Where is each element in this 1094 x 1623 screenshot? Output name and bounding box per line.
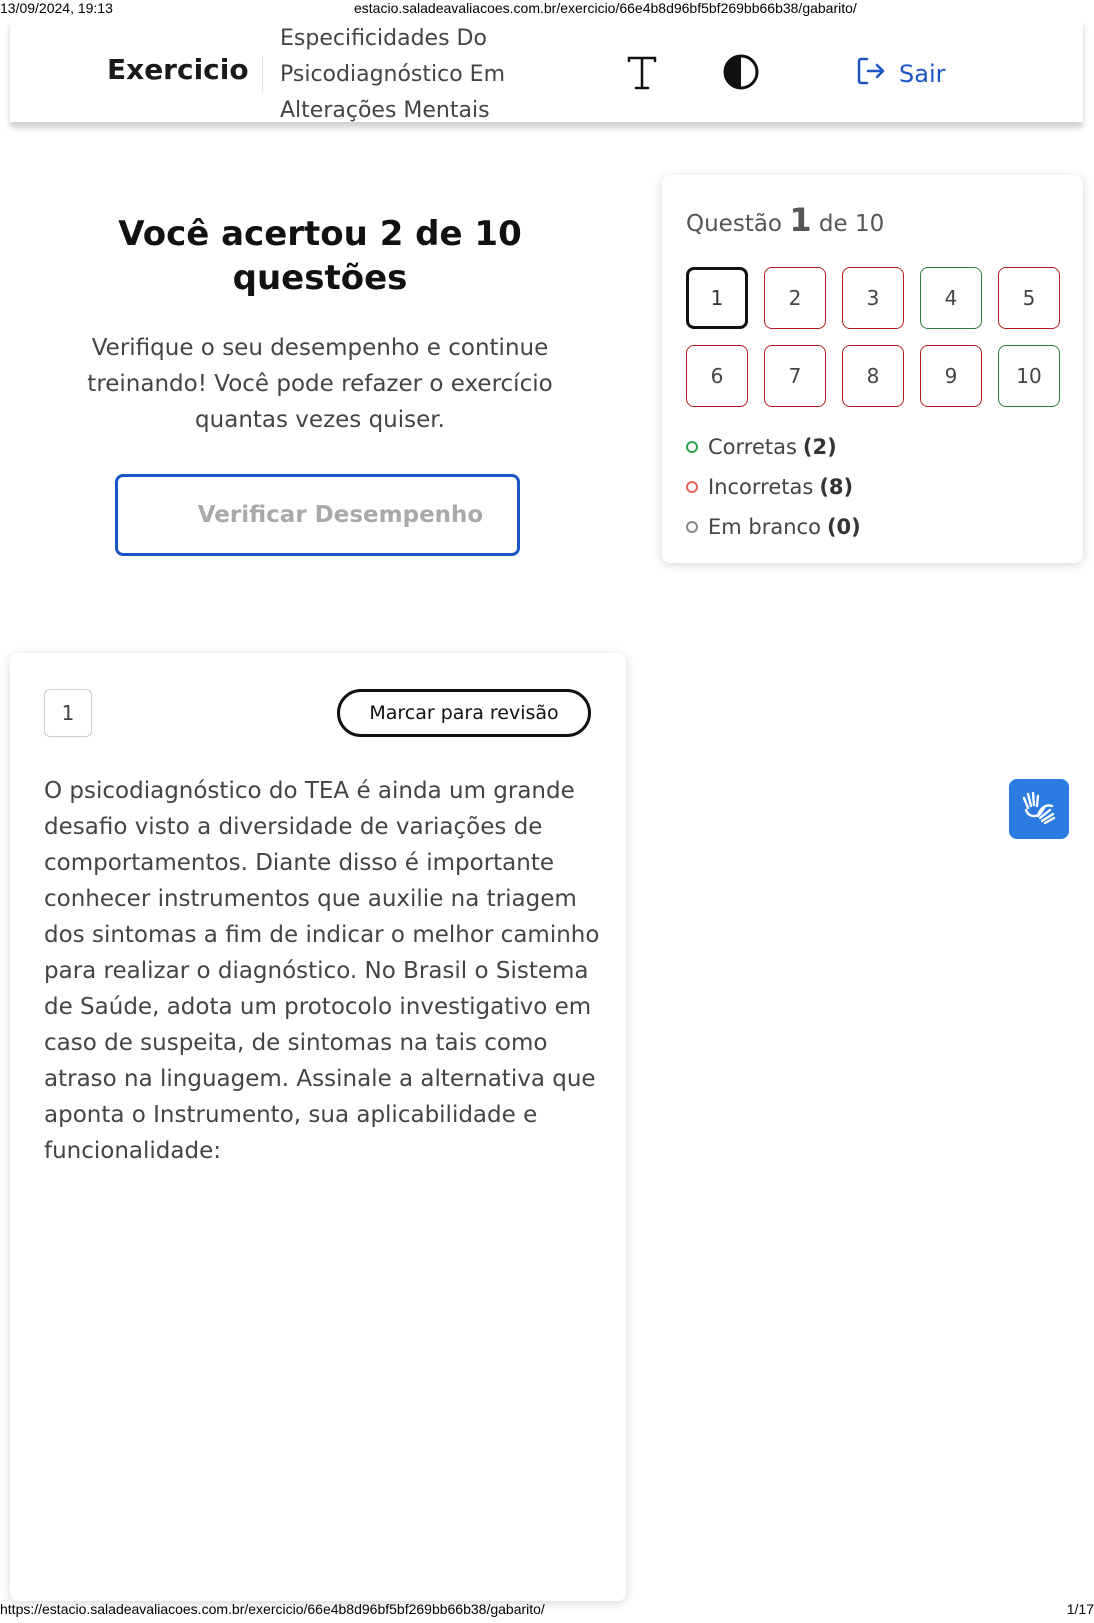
question-button[interactable]: 6 [686,345,748,407]
result-title: Você acertou 2 de 10 questões [118,214,522,298]
question-button[interactable]: 1 [686,267,748,329]
print-page-number: 1/17 [1066,1601,1094,1617]
logout-button[interactable] [855,55,945,93]
question-button[interactable]: 8 [842,345,904,407]
blank-dot-icon [686,521,698,533]
legend-blank-label: Em branco [708,515,821,539]
question-text: O psicodiagnóstico do TEA é ainda um grande desafio visto a diversidade de variações de comportamentos. Diante disso é importante conhecer instrumentos que auxilie na triagem dos sintomas a fim de indicar o melhor caminho para realizar o diagnóstico. No Brasil o Sistema de Saúde, adota um protocolo investigativo em caso de suspeita, de sintomas na tais como atraso na linguagem. Assinale a alternativa que aponta o Instrumento, sua aplicabilidade e funcionalidade: [44,778,600,1164]
question-navigator [662,175,1083,563]
verify-performance-button[interactable]: Verificar Desempenho [115,474,520,556]
legend-correct [686,427,861,467]
brand-title: Exercicio [107,53,249,86]
logout-label: Sair [899,60,946,88]
question-card [10,653,626,1601]
legend-correct-label: Corretas [708,435,797,459]
question-button[interactable]: 5 [998,267,1060,329]
print-datetime: 13/09/2024, 19:13 [0,0,113,16]
legend-blank-count: (0) [826,515,861,539]
contrast-icon[interactable] [720,51,762,93]
question-button[interactable]: 4 [920,267,982,329]
print-url-bottom: https://estacio.saladeavaliacoes.com.br/exercicio/66e4b8d96bf5bf269bb66b38/gabarito/ [0,1601,545,1617]
question-button[interactable]: 10 [998,345,1060,407]
question-button[interactable]: 2 [764,267,826,329]
question-number: 1 [44,689,92,737]
question-button[interactable]: 9 [920,345,982,407]
legend-incorrect-label: Incorretas [708,475,814,499]
legend-correct-count: (2) [802,435,837,459]
font-size-icon[interactable] [622,51,662,95]
question-button[interactable]: 3 [842,267,904,329]
legend-incorrect-count: (8) [819,475,854,499]
navigator-label-prefix: Questão [686,211,782,237]
navigator-header [686,201,884,239]
correct-dot-icon [686,441,698,453]
course-title: Especificidades Do Psicodiagnóstico Em Alterações Mentais [280,26,506,123]
sign-language-button[interactable] [1009,779,1069,839]
navigator-label-suffix: de 10 [818,211,885,237]
status-legend [686,427,861,547]
mark-for-review-button[interactable]: Marcar para revisão [337,689,591,737]
navigator-current: 1 [789,201,812,239]
logout-icon [855,55,887,93]
header-divider [262,56,263,92]
question-button[interactable]: 7 [764,345,826,407]
incorrect-dot-icon [686,481,698,493]
top-header [10,19,1083,122]
legend-incorrect [686,467,861,507]
question-grid [686,267,1060,407]
legend-blank [686,507,861,547]
sign-language-icon [1020,788,1058,830]
result-subtitle: Verifique o seu desempenho e continue treinando! Você pode refazer o exercício quantas vezes quiser. [87,335,553,433]
print-url-top: estacio.saladeavaliacoes.com.br/exercicio/66e4b8d96bf5bf269bb66b38/gabarito/ [354,0,857,16]
